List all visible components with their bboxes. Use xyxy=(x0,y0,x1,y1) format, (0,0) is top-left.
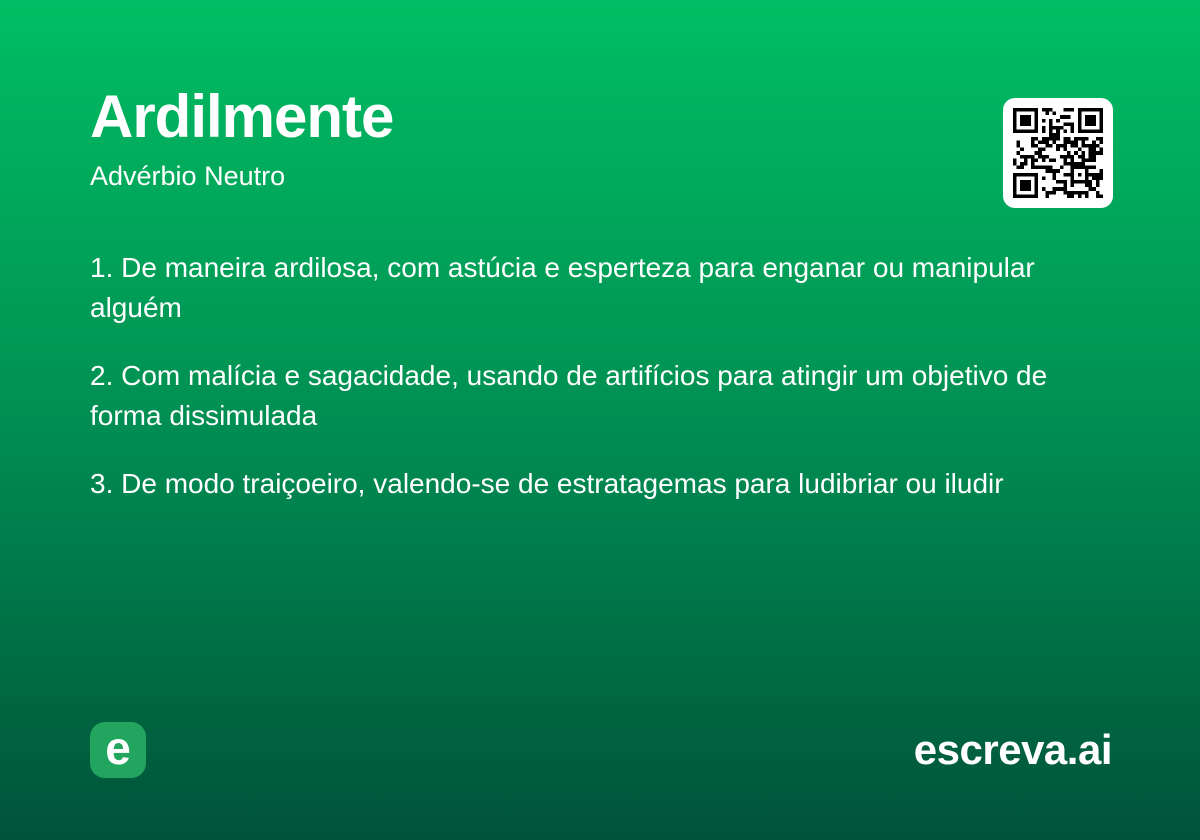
qr-code-pattern xyxy=(1013,108,1103,198)
qr-code xyxy=(1003,98,1113,208)
brand-name: escreva.ai xyxy=(913,726,1112,773)
card-header xyxy=(90,84,1010,192)
part-of-speech-label: Advérbio Neutro xyxy=(90,161,286,191)
card-footer xyxy=(90,722,1112,778)
definition-item-3: 3. De modo traiçoeiro, valendo-se de estratagemas para ludibriar ou iludir xyxy=(90,468,1004,499)
definition-item-2: 2. Com malícia e sagacidade, usando de artifícios para atingir um objetivo de forma dissimulada xyxy=(90,360,1048,431)
definitions-list xyxy=(90,248,1115,532)
escreva-logo-badge xyxy=(90,722,146,778)
escreva-logo-letter: e xyxy=(105,722,131,774)
word-title: Ardilmente xyxy=(90,83,394,150)
definition-item-1: 1. De maneira ardilosa, com astúcia e esperteza para enganar ou manipular alguém xyxy=(90,252,1035,323)
